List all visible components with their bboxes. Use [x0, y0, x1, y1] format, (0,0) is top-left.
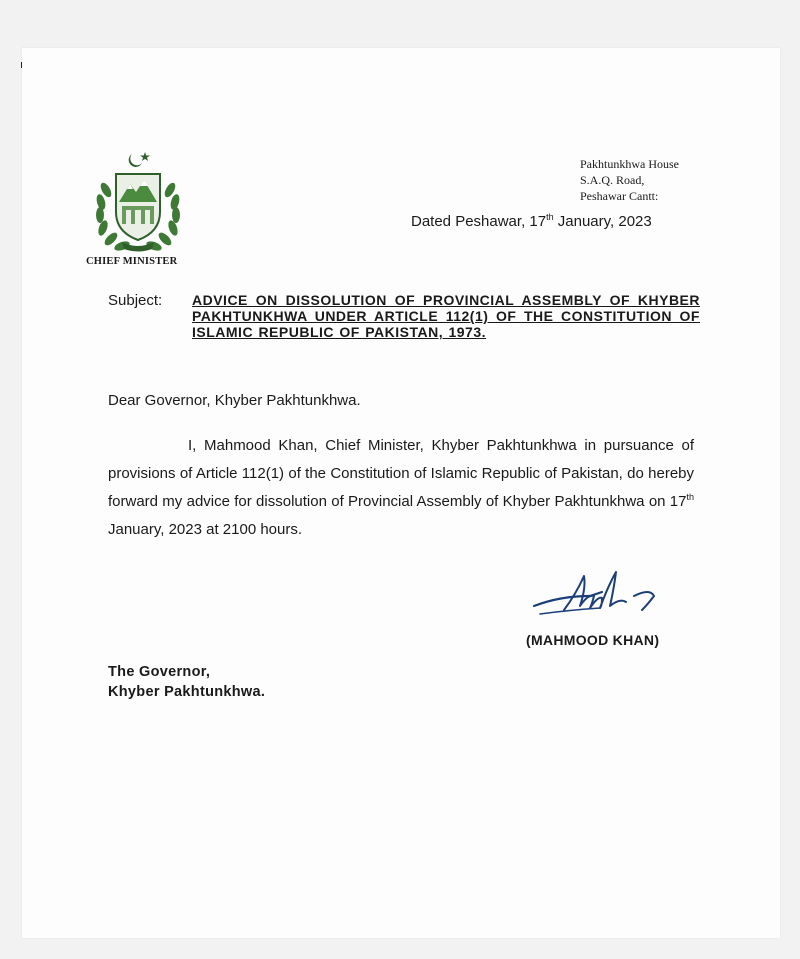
body-text-part: January, 2023 at 2100 hours. — [108, 521, 303, 538]
recipient-line: Khyber Pakhtunkhwa. — [108, 684, 266, 700]
signatory-name: (MAHMOOD KHAN) — [526, 632, 660, 648]
salutation: Dear Governor, Khyber Pakhtunkhwa. — [108, 392, 361, 409]
khyber-pakhtunkhwa-emblem-icon — [92, 150, 184, 255]
letterhead-address — [580, 156, 679, 204]
date-suffix: January, 2023 — [553, 213, 652, 230]
body-text-part: I, Mahmood Khan, Chief Minister, Khyber Pakhtunkhwa in pursuance of provisions of Article 112(1) of the Constitution of Islamic Republic of Pakistan, do hereby forward my advice for dissolution of Provincial Assembly of Khyber Pakhtunkhwa on 17 — [108, 437, 694, 510]
body-paragraph — [108, 432, 694, 544]
address-line: Pakhtunkhwa House — [580, 157, 679, 171]
subject-label: Subject: — [108, 292, 163, 309]
address-line: S.A.Q. Road, — [580, 173, 645, 187]
subject-text: ADVICE ON DISSOLUTION OF PROVINCIAL ASSEMBLY OF KHYBER PAKHTUNKHWA UNDER ARTICLE 112(1) OF THE CONSTITUTION OF ISLAMIC REPUBLIC OF PAKISTAN, 1973. — [192, 292, 700, 340]
date-superscript: th — [546, 212, 554, 222]
body-superscript: th — [686, 492, 694, 502]
address-line: Peshawar Cantt: — [580, 189, 659, 203]
date-prefix: Dated Peshawar, 17 — [411, 213, 547, 230]
recipient-line: The Governor, — [108, 664, 211, 680]
office-label: CHIEF MINISTER — [86, 256, 178, 267]
recipient-block — [108, 662, 265, 702]
date-line — [411, 212, 652, 230]
handwritten-signature-icon — [530, 566, 670, 628]
